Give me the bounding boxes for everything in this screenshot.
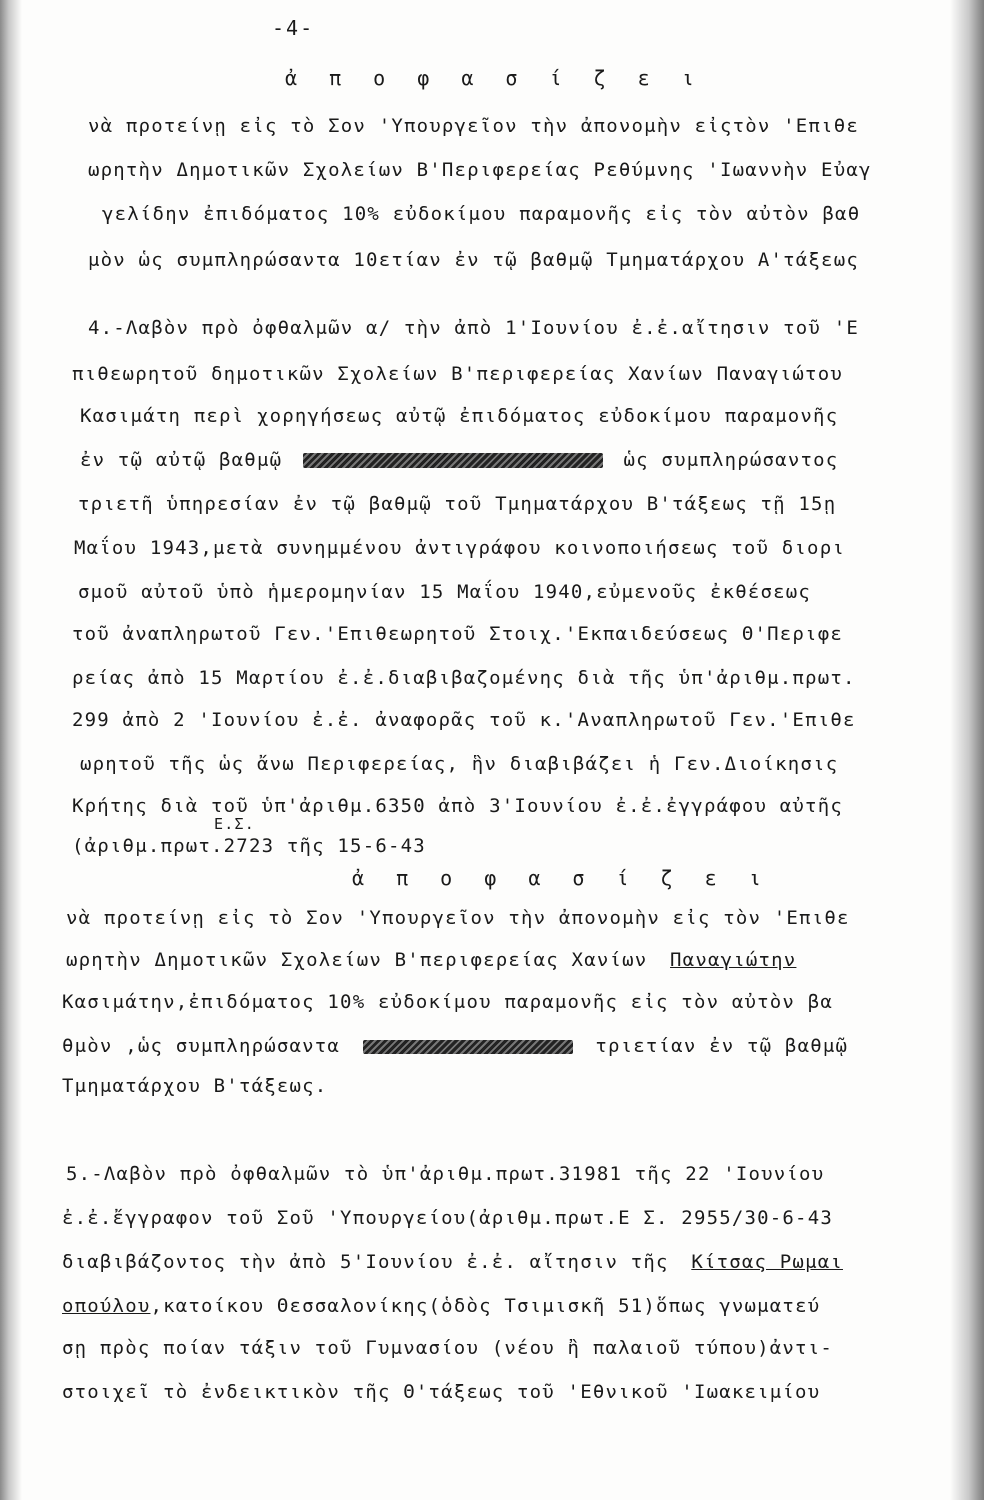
strikethrough-mark <box>363 1040 573 1054</box>
text-line: Κρήτης διὰ τοῦ ὑπ'ἀριθμ.6350 ἀπὸ 3'Ιουνίου ἐ.ἐ.ἐγγράφου αὐτῆς <box>72 795 843 817</box>
text-line: νὰ προτείνῃ εἰς τὸ Σον 'Υπουργεῖον τὴν ἀπονομὴν εἰς τὸν 'Επιθε <box>66 907 850 929</box>
text-segment: ωρητὴν Δημοτικῶν Σχολείων Β'περιφερείας Χανίων <box>66 949 648 971</box>
text-segment: διαβιβάζοντος τὴν ἀπὸ 5'Ιουνίου ἐ.ἐ. αἴτησιν τῆς <box>62 1251 669 1273</box>
text-line: ρείας ἀπὸ 15 Μαρτίου ἐ.ἐ.διαβιβαζομένης διὰ τῆς ὑπ'ἀριθμ.πρωτ. <box>72 667 856 689</box>
text-line: Κασιμάτη περὶ χορηγήσεως αὐτῷ ἐπιδόματος εὐδοκίμου παραμονῆς <box>80 405 839 427</box>
underlined-name: οπούλου <box>62 1295 151 1317</box>
underlined-name: Παναγιώτην <box>670 949 797 971</box>
paragraph-4-start: 4.-Λαβὸν πρὸ ὀφθαλμῶν α/ τὴν ἀπὸ 1'Ιουνίου ἐ.ἐ.αἴτησιν τοῦ 'Ε <box>88 317 859 339</box>
text-segment: ,κατοίκου Θεσσαλονίκης(ὁδὸς Τσιμισκῆ 51)ὅπως γνωματεύ <box>150 1295 821 1317</box>
text-line: Τμηματάρχου Β'τάξεως. <box>62 1075 328 1097</box>
text-line: γελίδην ἐπιδόματος 10% εὐδοκίμου παραμονῆς εἰς τὸν αὐτὸν βαθ <box>102 203 861 225</box>
scan-left-edge <box>0 0 22 1500</box>
text-line: τριετῆ ὑπηρεσίαν ἐν τῷ βαθμῷ τοῦ Τμηματάρχου Β'τάξεως τῇ 15ῃ <box>78 493 837 515</box>
text-line: σμοῦ αὐτοῦ ὑπὸ ἡμερομηνίαν 15 Μαΐου 1940,εὐμενοῦς ἐκθέσεως <box>78 581 812 603</box>
decision-heading: ἀ π ο φ α σ ί ζ ε ι <box>285 66 704 90</box>
text-line: σῃ πρὸς ποίαν τάξιν τοῦ Γυμνασίου (νέου ἢ παλαιοῦ τύπου)ἀντι- <box>62 1337 833 1359</box>
text-line <box>62 1294 820 1318</box>
text-line: πιθεωρητοῦ δημοτικῶν Σχολείων Β'περιφερείας Χανίων Παναγιώτου <box>72 363 843 385</box>
text-segment: τριετίαν ἐν τῷ βαθμῷ <box>595 1035 849 1057</box>
text-line: τοῦ ἀναπληρωτοῦ Γεν.'Επιθεωρητοῦ Στοιχ.'Εκπαιδεύσεως Θ'Περιφε <box>72 623 843 645</box>
text-line <box>80 448 838 472</box>
text-line: ωρητοῦ τῆς ὡς ἄνω Περιφερείας, ἣν διαβιβάζει ἡ Γεν.Διοίκησις <box>80 753 839 775</box>
text-line: Κασιμάτην,ἐπιδόματος 10% εὐδοκίμου παραμονῆς εἰς τὸν αὐτὸν βα <box>62 991 833 1013</box>
scan-right-edge <box>950 0 984 1500</box>
text-line: ἐ.ἐ.ἔγγραφον τοῦ Σοῦ 'Υπουργείου(ἀριθμ.πρωτ.Ε Σ. 2955/30-6-43 <box>62 1207 833 1229</box>
text-line: Μαΐου 1943,μετὰ συνημμένου ἀντιγράφου κοινοποιήσεως τοῦ διορι <box>74 537 845 559</box>
text-line <box>62 1250 843 1274</box>
handwritten-annotation: Ε.Σ. <box>214 815 255 833</box>
underlined-name: Κίτσας Ρωμαι <box>691 1251 843 1273</box>
text-segment: θμὸν ,ὡς συμπληρώσαντα <box>62 1035 341 1057</box>
text-segment: ἐν τῷ αὐτῷ βαθμῷ <box>80 449 283 471</box>
decision-heading: ἀ π ο φ α σ ί ζ ε ι <box>352 866 771 890</box>
text-line: νὰ προτείνῃ εἰς τὸ Σον 'Υπουργεῖον τὴν ἀπονομὴν εἰςτὸν 'Επιθε <box>88 115 859 137</box>
page-number: -4- <box>272 16 315 40</box>
text-line: μὸν ὡς συμπληρώσαντα 10ετίαν ἐν τῷ βαθμῷ Τμηματάρχου Α'τάξεως <box>88 249 859 271</box>
text-line: (ἀριθμ.πρωτ.2723 τῆς 15-6-43 <box>72 835 426 857</box>
paragraph-5-start: 5.-Λαβὸν πρὸ ὀφθαλμῶν τὸ ὑπ'ἀριθμ.πρωτ.31981 τῆς 22 'Ιουνίου <box>66 1163 825 1185</box>
text-line: ωρητὴν Δημοτικῶν Σχολείων Β'Περιφερείας Ρεθύμνης 'Ιωαννὴν Εὐαγ <box>88 159 872 181</box>
strikethrough-mark <box>303 453 603 468</box>
text-line: στοιχεῖ τὸ ἐνδεικτικὸν τῆς Θ'τάξεως τοῦ 'Εθνικοῦ 'Ιωακειμίου <box>62 1381 821 1403</box>
text-line <box>62 1034 848 1058</box>
text-line <box>66 948 796 972</box>
text-line: 299 ἀπὸ 2 'Ιουνίου ἐ.ἐ. ἀναφορᾶς τοῦ κ.'Αναπληρωτοῦ Γεν.'Επιθε <box>72 709 856 731</box>
text-segment: ὡς συμπληρώσαντος <box>623 449 839 471</box>
